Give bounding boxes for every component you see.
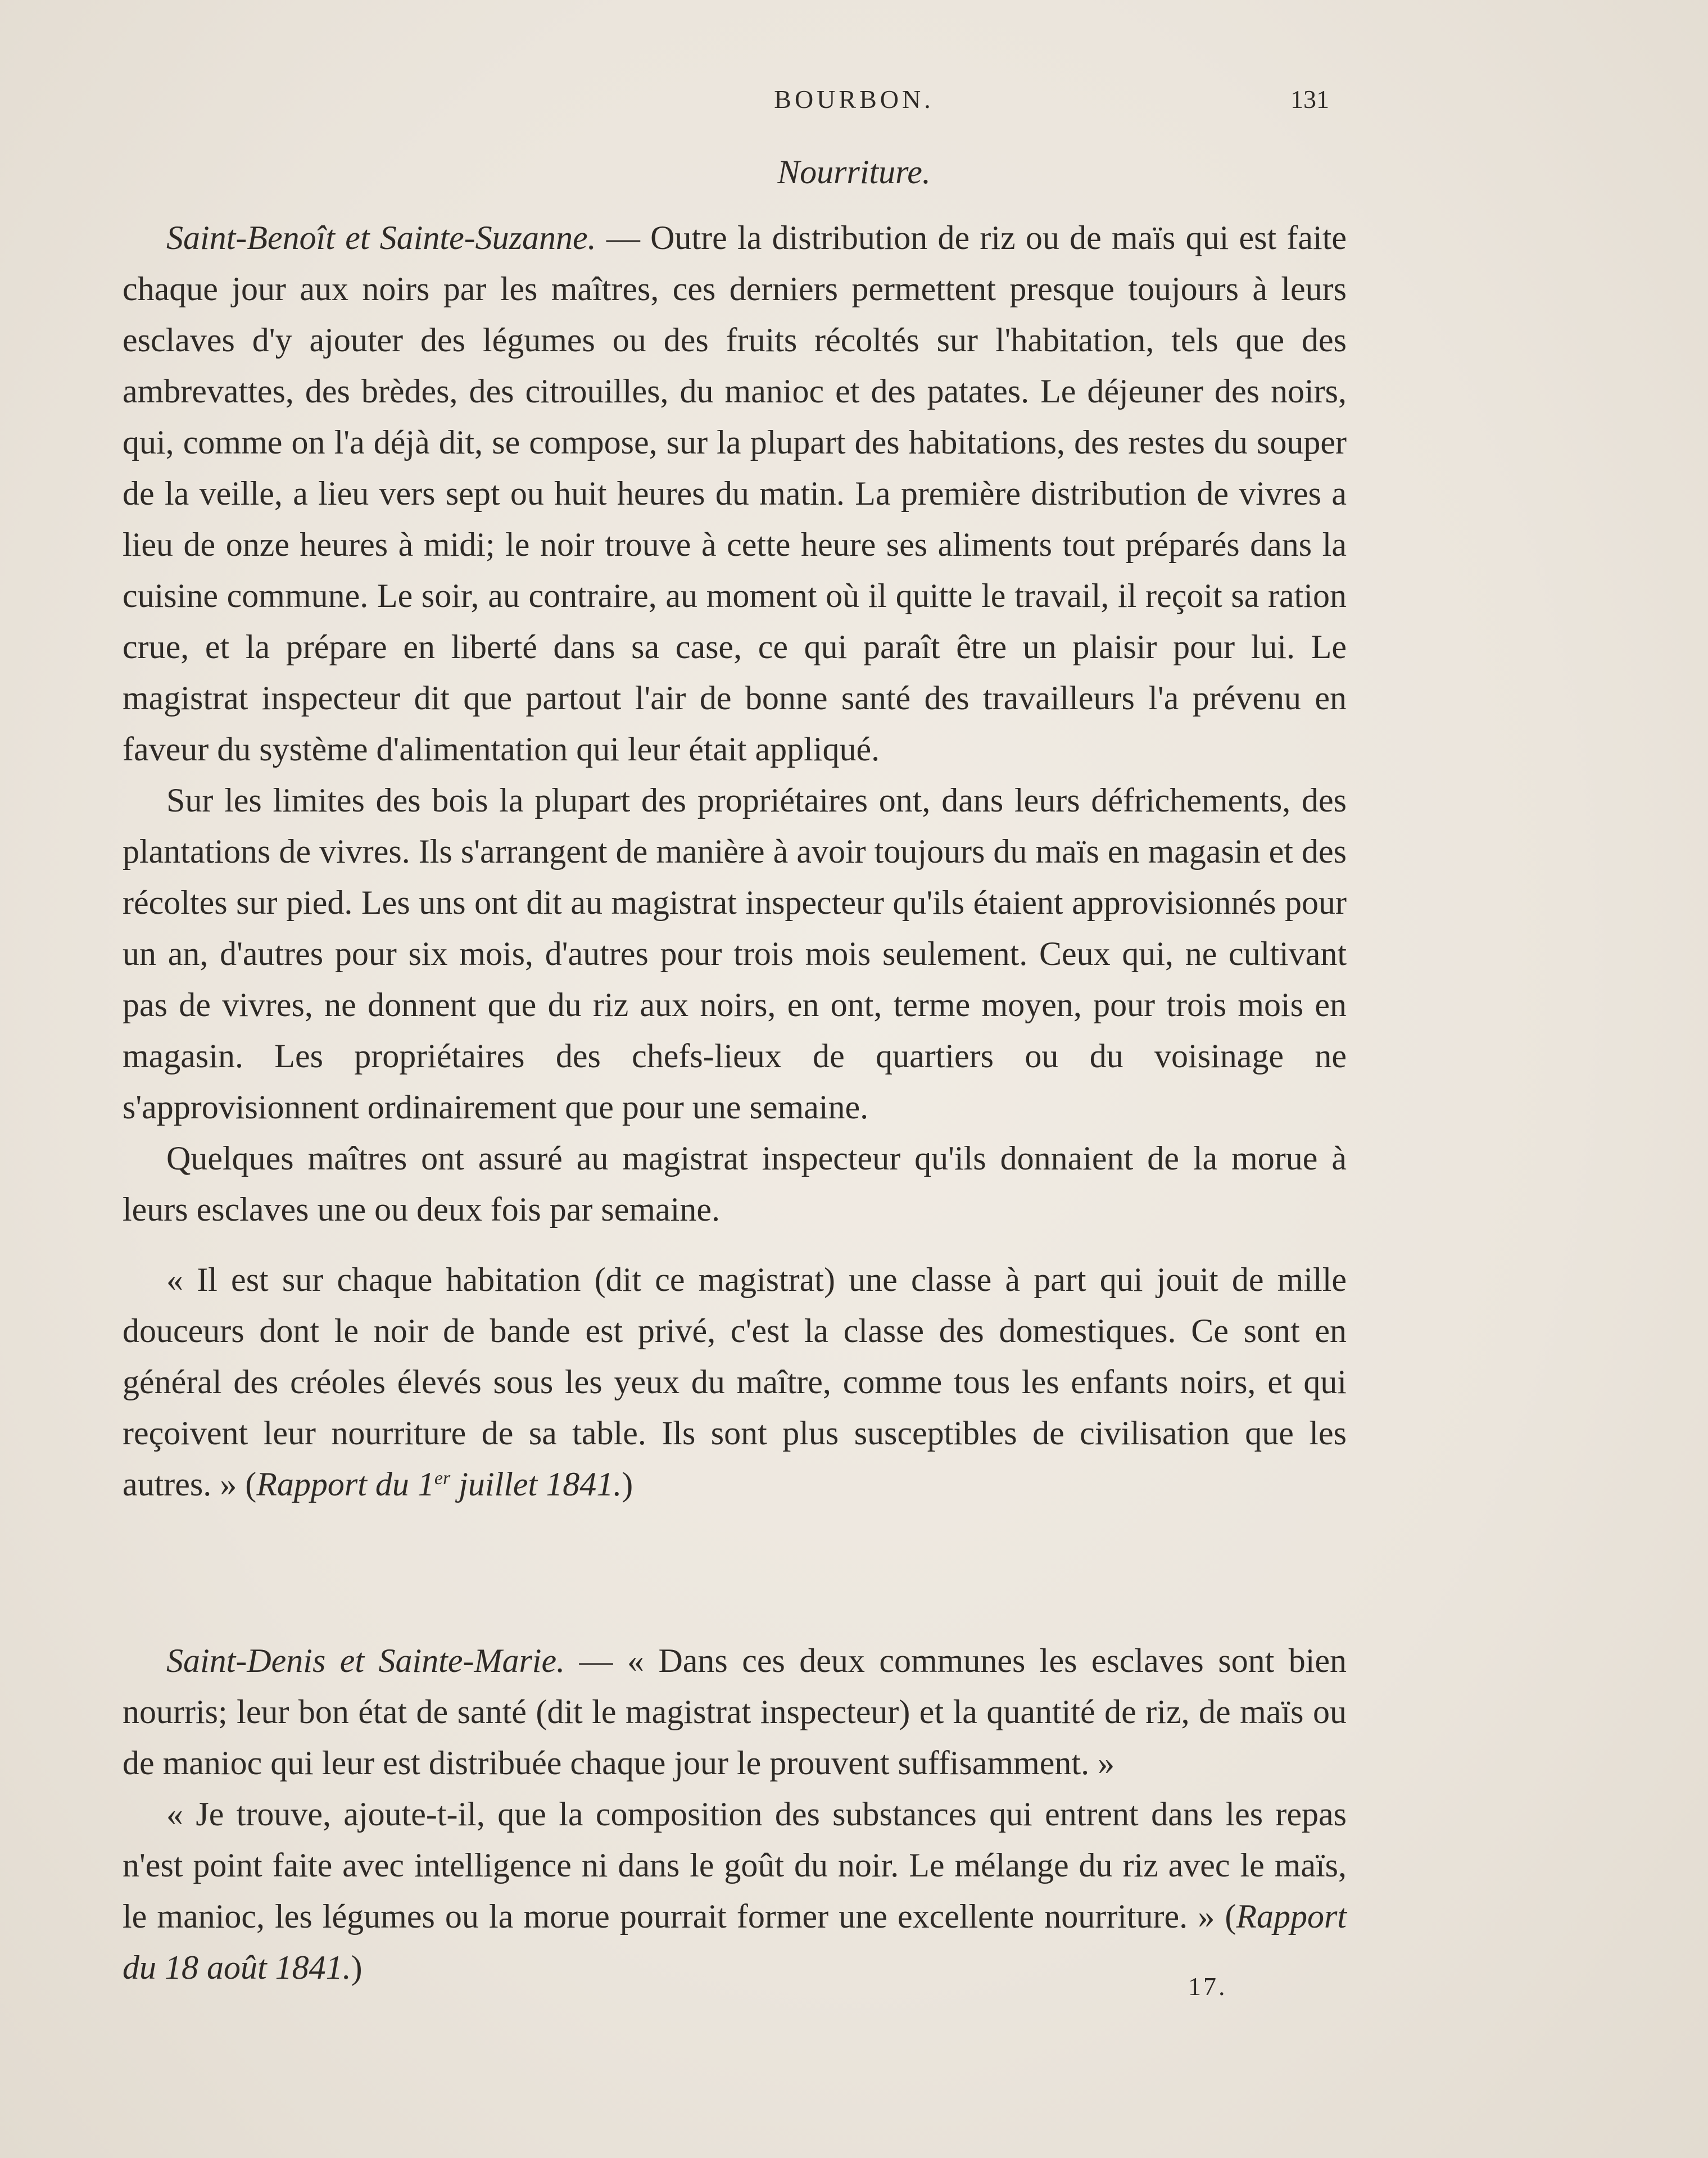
text-block-lower <box>123 1635 1347 1993</box>
section-title: Nourriture. <box>777 153 931 191</box>
place-name: Saint-Benoît et Sainte-Suzanne. <box>166 219 596 256</box>
paragraph-text: — Outre la distribution de riz ou de maïs qui est faite chaque jour aux noirs par les maîtres, ces derniers permettent presque toujours à leurs esclaves d'y ajouter des légumes ou des fruits récoltés sur l'habitation, tels que des ambrevattes, des brèdes, des citrouilles, du manioc et des patates. Le déjeuner des noirs, qui, comme on l'a déjà dit, se compose, sur la plupart des habitations, des restes du souper de la veille, a lieu vers sept ou huit heures du matin. La première distribution de vivres a lieu de onze heures à midi; le noir trouve à cette heure ses aliments tout préparés dans la cuisine commune. Le soir, au contraire, au moment où il quitte le travail, il reçoit sa ration crue, et la prépare en liberté dans sa case, ce qui paraît être un plaisir pour lui. Le magistrat inspecteur dit que partout l'air de bonne santé des travailleurs l'a prévenu en faveur du système d'alimentation qui leur était appliqué. <box>123 219 1347 768</box>
paragraph-defrichements: Sur les limites des bois la plupart des propriétaires ont, dans leurs défrichements, des plantations de vivres. Ils s'arrangent de manière à avoir toujours du maïs en magasin et des récoltes sur pied. Les uns ont dit au magistrat inspecteur qu'ils étaient approvisionnés pour un an, d'autres pour six mois, d'autres pour trois mois seulement. Ceux qui, ne cultivant pas de vivres, ne donnent que du riz aux noirs, en ont, terme moyen, pour trois mois en magasin. Les propriétaires des chefs-lieux de quartiers ou du voisinage ne s'approvisionnent ordinairement que pour une semaine. <box>123 782 1347 1126</box>
page-number: 131 <box>1290 85 1329 114</box>
citation: Rapport du 1er juillet 1841. <box>256 1466 622 1503</box>
paragraph-saint-benoit <box>123 212 1347 775</box>
paragraph-morue: Quelques maîtres ont assuré au magistrat inspecteur qu'ils donnaient de la morue à leurs esclaves une ou deux fois par semaine. <box>123 1140 1347 1228</box>
paragraph-text: — « Dans ces deux communes les esclaves sont bien nourris; leur bon état de santé (dit le magistrat inspecteur) et la quantité de riz, de maïs ou de manioc qui leur est distribuée chaque jour le prouvent suffisamment. » <box>123 1642 1347 1781</box>
paragraph-saint-denis <box>123 1635 1347 1789</box>
text-block-upper <box>123 212 1347 1510</box>
citation: Rapport du 18 août 1841. <box>123 1898 1347 1986</box>
place-name: Saint-Denis et Sainte-Marie. <box>166 1642 565 1679</box>
paragraph-domestiques: « Il est sur chaque habitation (dit ce magistrat) une classe à part qui jouit de mille douceurs dont le noir de bande est privé, c'est la classe des domestiques. Ce sont en général des créoles élevés sous les yeux du maître, comme tous les enfants noirs, et qui reçoivent leur nourriture de sa table. Ils sont plus susceptibles de civilisation que les autres. » (Rapport du 1er juillet 1841.) <box>123 1261 1347 1503</box>
running-header: BOURBON. <box>774 85 934 114</box>
paragraph-text: « Je trouve, ajoute-t-il, que la composition des substances qui entrent dans les repas n'est point faite avec intelligence ni dans le goût du noir. Le mélange du riz avec le maïs, le manioc, les légumes ou la morue pourrait former une excellente nourriture. » ( <box>123 1796 1347 1935</box>
paragraph-text: « Il est sur chaque habitation (dit ce magistrat) une classe à part qui jouit de mille douceurs dont le noir de bande est privé, c'est la classe des domestiques. Ce sont en général des créoles élevés sous les yeux du maître, comme tous les enfants noirs, et qui reçoivent leur nourriture de sa table. Ils sont plus susceptibles de civilisation que les autres. » ( <box>123 1261 1347 1503</box>
signature-mark: 17. <box>1188 1972 1227 2001</box>
paragraph-composition: « Je trouve, ajoute-t-il, que la composition des substances qui entrent dans les repas n'est point faite avec intelligence ni dans le goût du noir. Le mélange du riz avec le maïs, le manioc, les légumes ou la morue pourrait former une excellente nourriture. » (Rapport du 18 août 1841.) <box>123 1796 1347 1986</box>
